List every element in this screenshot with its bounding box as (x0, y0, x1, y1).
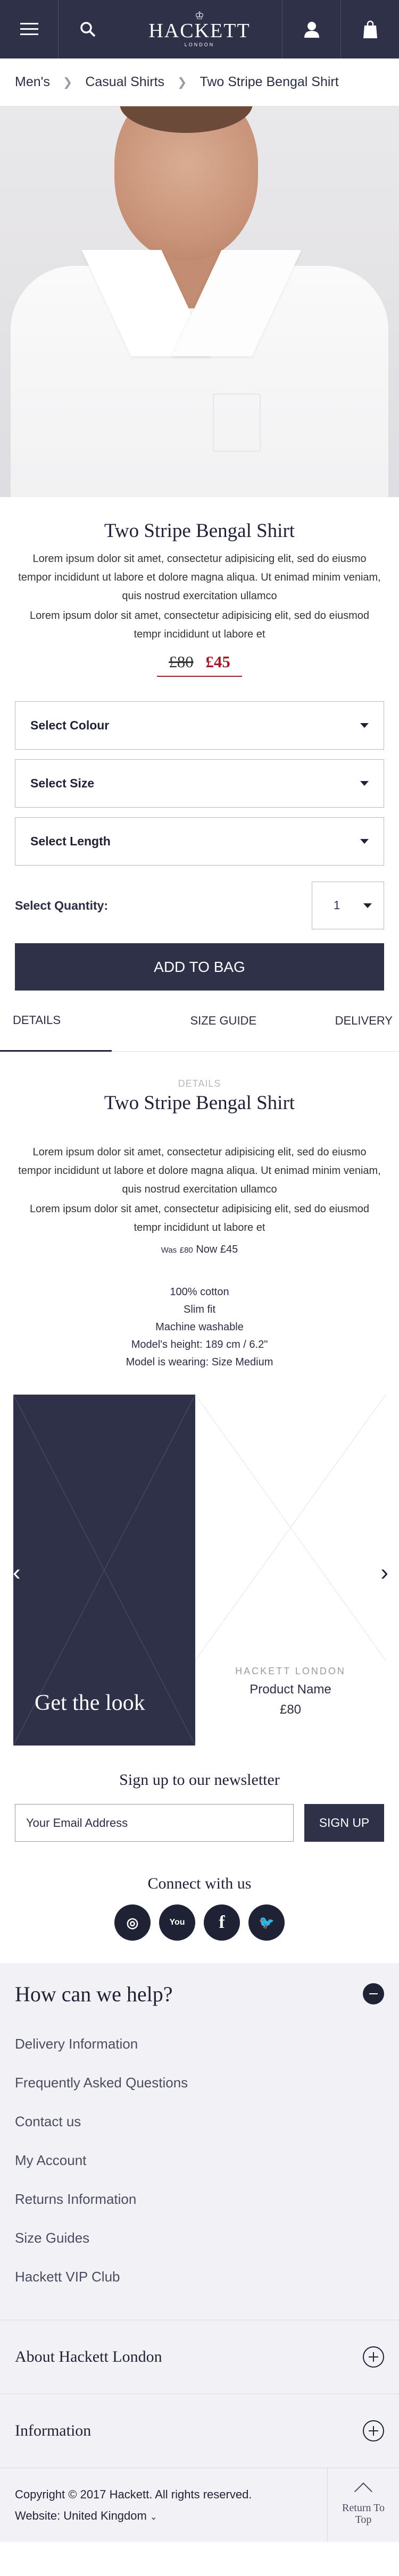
carousel-prev-arrow-icon[interactable]: ‹ (13, 1559, 21, 1585)
details-description-2: Lorem ipsum dolor sit amet, consectetur adipisicing elit, sed do eiusmod tempr incididunt ut labore et (29, 1203, 370, 1234)
accordion-information[interactable] (0, 2394, 399, 2468)
account-button[interactable] (282, 0, 340, 58)
youtube-icon[interactable]: You (159, 1904, 195, 1941)
chevron-down-icon (360, 839, 369, 844)
carousel-next-arrow-icon[interactable]: › (380, 1559, 388, 1585)
spec-item: Slim fit (184, 1304, 215, 1315)
bag-icon (363, 20, 378, 38)
social-links (0, 1904, 399, 1941)
product-tabs (0, 991, 399, 1052)
quantity-row (15, 882, 384, 929)
product-specs (0, 1283, 399, 1371)
product-description: Lorem ipsum dolor sit amet, consectetur adipisicing elit, sed do eiusmo tempor incididunt ut labore et dolore magna aliqua. Ut enimad minim veniam, quis nostrud exercitation ullamco (18, 553, 381, 602)
get-the-look-card[interactable] (13, 1395, 195, 1746)
was-now-price (0, 1244, 399, 1256)
was-label: Was (161, 1246, 177, 1255)
bag-button[interactable] (340, 0, 399, 58)
select-length-label: Select Length (30, 834, 111, 848)
chevron-down-icon: ⌄ (149, 2513, 157, 2522)
breadcrumb-item-casual-shirts[interactable]: Casual Shirts (85, 74, 165, 89)
product-title: Two Stripe Bengal Shirt (104, 520, 295, 542)
website-selector[interactable] (15, 2505, 312, 2528)
newsletter-email-input[interactable]: Your Email Address (15, 1804, 294, 1842)
breadcrumb-item-current: Two Stripe Bengal Shirt (200, 74, 339, 89)
chevron-right-icon: ❯ (177, 75, 187, 89)
product-name: Product Name (250, 1682, 331, 1697)
help-section (0, 1963, 399, 2320)
carousel-product-card[interactable] (195, 1395, 386, 1746)
tab-size-guide[interactable]: SIZE GUIDE (190, 1014, 257, 1027)
quantity-value: 1 (334, 899, 340, 912)
details-title: Two Stripe Bengal Shirt (104, 1092, 295, 1114)
product-brand: HACKETT LONDON (235, 1666, 346, 1676)
chevron-up-icon (354, 2482, 372, 2501)
site-logo[interactable] (117, 0, 282, 58)
crest-icon: ♔ (195, 10, 204, 22)
collapse-icon[interactable] (363, 1983, 384, 2004)
old-price: £80 (169, 652, 194, 671)
accordion-information-label: Information (15, 2422, 92, 2439)
details-label: DETAILS (178, 1078, 221, 1089)
newsletter-title: Sign up to our newsletter (119, 1771, 280, 1789)
product-image-placeholder (195, 1395, 386, 1660)
select-colour-label: Select Colour (30, 718, 110, 732)
help-link[interactable]: Returns Information (15, 2191, 137, 2207)
was-price: £80 (179, 1246, 193, 1255)
tab-delivery[interactable]: DELIVERY (335, 1014, 393, 1027)
get-the-look-carousel (0, 1395, 399, 1746)
help-header[interactable] (15, 1963, 384, 2025)
copyright: Copyright © 2017 Hackett. All rights reserved. (15, 2488, 252, 2501)
help-links (15, 2025, 384, 2296)
spec-item: 100% cotton (170, 1286, 229, 1298)
website-label: Website: United Kingdom (15, 2509, 147, 2522)
select-colour[interactable] (15, 701, 384, 750)
instagram-icon[interactable]: ◎ (114, 1904, 151, 1941)
quantity-select[interactable] (312, 882, 384, 929)
help-link[interactable]: Size Guides (15, 2230, 90, 2246)
tab-details[interactable]: DETAILS (0, 991, 112, 1052)
chevron-down-icon (360, 723, 369, 728)
site-header (0, 0, 399, 58)
product-description-2: Lorem ipsum dolor sit amet, consectetur adipisicing elit, sed do eiusmod tempr incididunt ut labore et (29, 610, 370, 640)
accordion-about[interactable] (0, 2320, 399, 2394)
select-length[interactable] (15, 817, 384, 866)
search-button[interactable] (59, 0, 117, 58)
account-icon (303, 21, 320, 38)
add-to-bag-button[interactable]: ADD TO BAG (15, 943, 384, 991)
twitter-icon[interactable]: 🐦 (248, 1904, 285, 1941)
spec-item: Machine washable (155, 1321, 244, 1333)
help-link[interactable]: Frequently Asked Questions (15, 2075, 188, 2091)
now-price: £45 (220, 1244, 238, 1255)
get-the-look-text: Get the look (35, 1691, 145, 1715)
newsletter-signup-button[interactable]: SIGN UP (304, 1804, 384, 1842)
menu-icon (20, 22, 38, 37)
now-label: Now (196, 1244, 218, 1255)
return-to-top-label: Return To Top (342, 2502, 385, 2525)
facebook-icon[interactable]: f (204, 1904, 240, 1941)
product-price: £80 (279, 1702, 302, 1717)
product-image[interactable] (0, 106, 399, 497)
return-to-top-button[interactable] (327, 2468, 399, 2542)
help-title: How can we help? (15, 1982, 173, 2006)
newsletter-form (15, 1804, 384, 1842)
price (0, 652, 399, 672)
select-size-label: Select Size (30, 776, 95, 790)
accordion-about-label: About Hackett London (15, 2348, 162, 2365)
chevron-right-icon: ❯ (62, 75, 73, 89)
spec-item: Model's height: 189 cm / 6.2" (131, 1339, 268, 1350)
logo-name: HACKETT (148, 20, 251, 42)
chevron-down-icon (360, 781, 369, 786)
help-link[interactable]: Contact us (15, 2113, 81, 2129)
search-icon (80, 21, 96, 37)
expand-icon[interactable] (363, 2420, 384, 2441)
help-link[interactable]: My Account (15, 2152, 87, 2168)
breadcrumb (0, 58, 399, 106)
logo-subtitle: LONDON (184, 42, 215, 47)
menu-button[interactable] (0, 0, 59, 58)
expand-icon[interactable] (363, 2346, 384, 2368)
sale-price: £45 (205, 652, 230, 671)
help-link[interactable]: Delivery Information (15, 2036, 138, 2052)
help-link[interactable]: Hackett VIP Club (15, 2269, 120, 2285)
select-size[interactable] (15, 759, 384, 808)
quantity-label: Select Quantity: (15, 898, 109, 912)
breadcrumb-item-mens[interactable]: Men's (15, 74, 50, 89)
site-footer (0, 2468, 399, 2542)
chevron-down-icon (363, 903, 372, 908)
connect-title: Connect with us (147, 1875, 252, 1892)
spec-item: Model is wearing: Size Medium (126, 1356, 273, 1368)
details-description: Lorem ipsum dolor sit amet, consectetur adipisicing elit, sed do eiusmo tempor incididunt ut labore et dolore magna aliqua. Ut enimad minim veniam, quis nostrud exercitation ullamco (18, 1146, 381, 1195)
